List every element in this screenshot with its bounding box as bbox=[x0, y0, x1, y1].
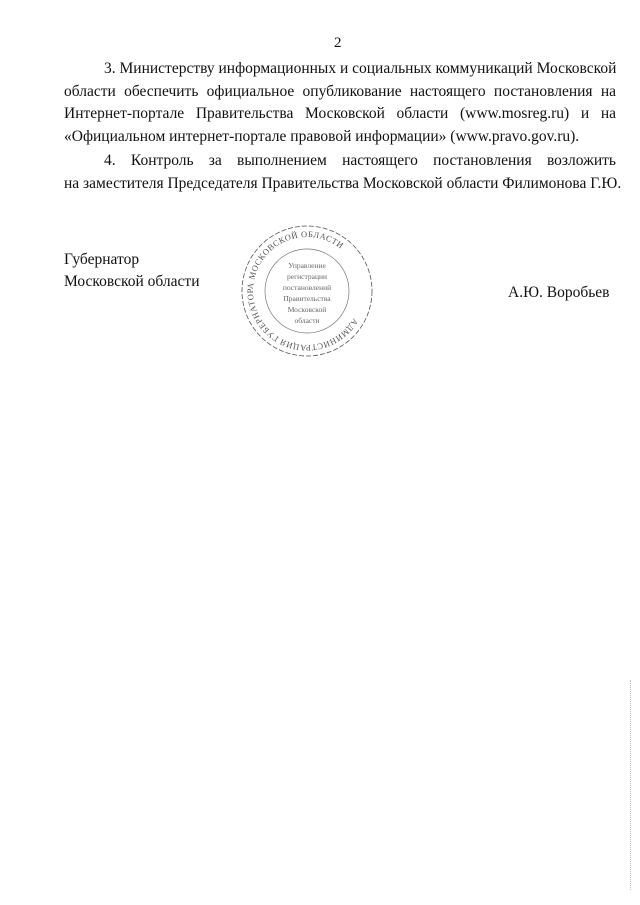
seal-text-line: Управление bbox=[288, 261, 326, 270]
signatory-name: А.Ю. Воробьев bbox=[508, 284, 610, 301]
text-line: 3. Министерству информационных и социальных коммуникаций Московской bbox=[104, 60, 617, 77]
scan-edge bbox=[630, 680, 632, 890]
seal-text-line: регистрации bbox=[287, 272, 327, 281]
seal-text-line: постановлений bbox=[282, 283, 332, 292]
paragraph-4 bbox=[64, 150, 622, 195]
signatory-title bbox=[64, 249, 200, 293]
official-seal bbox=[240, 224, 374, 358]
svg-text:АДМИНИСТРАЦИЯ ГУБЕРНАТОРА МОСК: АДМИНИСТРАЦИЯ ГУБЕРНАТОРА МОСКОВСКОЙ ОБЛАСТИ bbox=[244, 228, 361, 354]
seal-text-line: Правительства bbox=[283, 294, 331, 303]
seal-text-line: Московской bbox=[287, 305, 327, 314]
seal-text-line: области bbox=[294, 316, 320, 325]
text-line: «Официальном интернет-портале правовой информации» (www.pravo.gov.ru). bbox=[64, 127, 580, 145]
text-line: Интернет-портале Правительства Московской области (www.mosreg.ru) и на bbox=[64, 105, 616, 122]
text-line: на заместителя Председателя Правительства Московской области Филимонова Г.Ю. bbox=[64, 174, 622, 192]
title-line: Губернатор bbox=[64, 251, 140, 268]
page-number: 2 bbox=[334, 35, 342, 51]
title-line: Московской области bbox=[64, 273, 200, 290]
text-line: 4. Контроль за выполнением настоящего постановления возложить bbox=[104, 152, 616, 169]
paragraph-3 bbox=[64, 58, 616, 148]
text-line: области обеспечить официальное опубликование настоящего постановления на bbox=[64, 82, 616, 100]
